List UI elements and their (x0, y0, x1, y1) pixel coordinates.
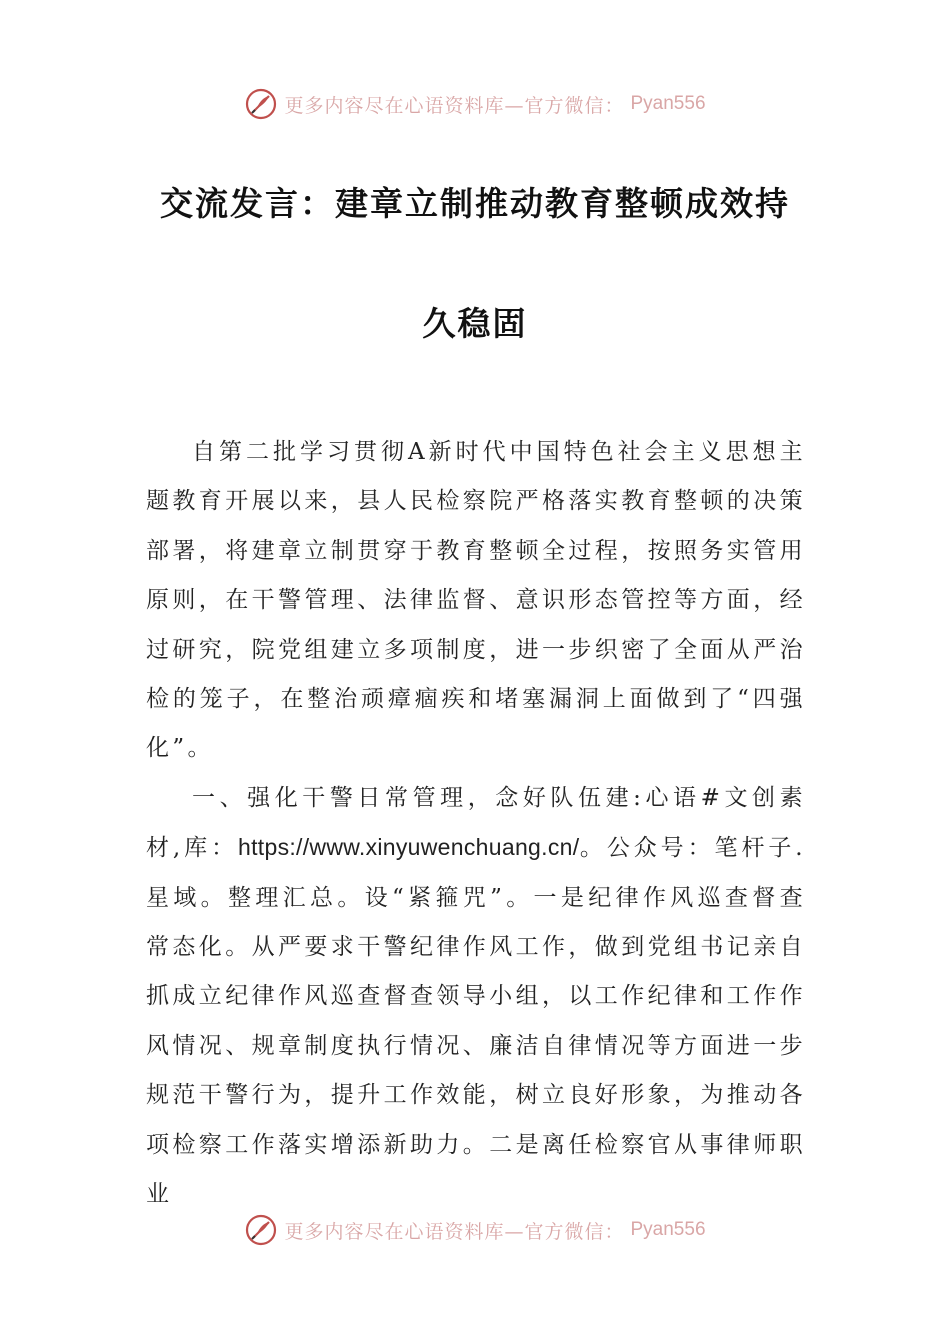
paragraph-2 (146, 774, 806, 1220)
quill-logo-icon (244, 1213, 278, 1247)
paragraph-2-rest: 。公众号：笔杆子.星域。整理汇总。设“紧箍咒”。一是纪律作风巡查督查常态化。从严要求干警纪律作风工作，做到党组书记亲自抓成立纪律作风巡查督查领导小组，以工作纪律和工作作风情况、规章制度执行情况、廉洁自律情况等方面进一步规范干警行为，提升工作效能，树立良好形象，为推动各项检察工作落实增添新助力。二是离任检察官从事律师职业 (146, 835, 806, 1208)
watermark-text: 更多内容尽在心语资料库—官方微信： (284, 94, 625, 117)
watermark-header (0, 84, 950, 124)
document-title-line-2: 久稳固 (422, 304, 528, 343)
quill-logo-icon (244, 87, 278, 121)
watermark-footer (0, 1210, 950, 1250)
watermark-text: 更多内容尽在心语资料库—官方微信： (284, 1220, 625, 1243)
website-link[interactable]: https://www.xinyuwenchuang.cn/ (238, 834, 580, 861)
document-body (146, 428, 806, 1220)
watermark-wechat-id: Pyan556 (630, 1219, 706, 1240)
paragraph-1: 自第二批学习贯彻A新时代中国特色社会主义思想主题教育开展以来，县人民检察院严格落实教育整顿的决策部署，将建章立制贯穿于教育整顿全过程，按照务实管用原则，在干警管理、法律监督、意识形态管控等方面，经过研究，院党组建立多项制度，进一步织密了全面从严治检的笼子，在整治顽瘴痼疾和堵塞漏洞上面做到了“四强化”。 (146, 439, 806, 762)
paragraph-2-lead: 一、强化干警日常管理，念好队伍建:心语#文创素材,库： (146, 784, 806, 862)
document-title-line-1: 交流发言：建章立制推动教育整顿成效持 (160, 184, 790, 223)
watermark-wechat-id: Pyan556 (630, 93, 706, 114)
